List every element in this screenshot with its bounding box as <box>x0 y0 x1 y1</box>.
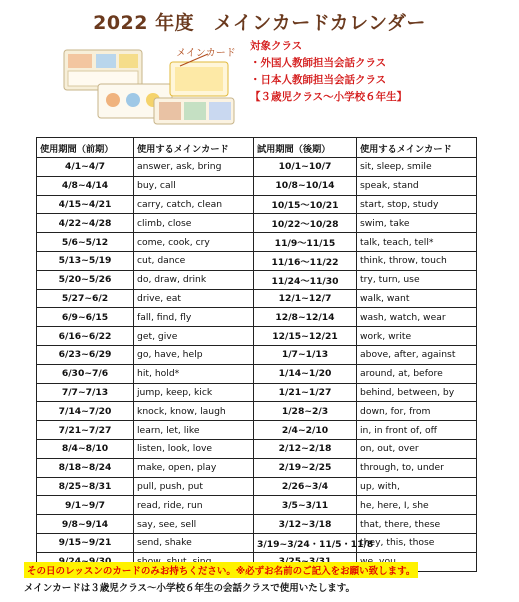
cards-second-cell: through, to, under <box>357 458 477 477</box>
cards-second-cell: they, this, those <box>357 533 477 552</box>
cards-first-cell: cut, dance <box>134 251 254 270</box>
cards-first-cell: get, give <box>134 327 254 346</box>
table-row <box>37 439 477 458</box>
period-first-cell: 4/22~4/28 <box>37 214 134 233</box>
cards-first-cell: read, ride, run <box>134 496 254 515</box>
period-first-cell: 7/21~7/27 <box>37 421 134 440</box>
header-cards-second: 使用するメインカード <box>357 138 477 158</box>
cards-first-cell: pull, push, put <box>134 477 254 496</box>
period-first-cell: 7/14~7/20 <box>37 402 134 421</box>
period-second-cell: 11/9～11/15 <box>254 233 357 252</box>
period-first-cell: 9/1~9/7 <box>37 496 134 515</box>
cards-first-cell: send, shake <box>134 533 254 552</box>
table-row <box>37 477 477 496</box>
table-row <box>37 496 477 515</box>
cards-second-cell: that, there, these <box>357 515 477 534</box>
cards-second-cell: start, stop, study <box>357 195 477 214</box>
table-row <box>37 402 477 421</box>
target-line: ・日本人教師担当会話クラス <box>250 74 387 86</box>
table-row <box>37 233 477 252</box>
period-second-cell: 1/28~2/3 <box>254 402 357 421</box>
period-second-cell: 10/15～10/21 <box>254 195 357 214</box>
cards-second-cell: above, after, against <box>357 345 477 364</box>
table-row <box>37 364 477 383</box>
table-row <box>37 251 477 270</box>
cards-first-cell: buy, call <box>134 176 254 195</box>
page-title: 2022 年度 メインカードカレンダー <box>93 12 426 34</box>
period-first-cell: 6/9~6/15 <box>37 308 134 327</box>
cards-first-cell: learn, let, like <box>134 421 254 440</box>
period-first-cell: 5/20~5/26 <box>37 270 134 289</box>
header-period-second: 試用期間（後期） <box>254 138 357 158</box>
main-card-label: メインカード <box>176 48 236 59</box>
cards-second-cell: talk, teach, tell* <box>357 233 477 252</box>
cards-second-cell: think, throw, touch <box>357 251 477 270</box>
period-second-cell: 11/16～11/22 <box>254 251 357 270</box>
period-first-cell: 4/15~4/21 <box>37 195 134 214</box>
cards-second-cell: around, at, before <box>357 364 477 383</box>
table-row <box>37 533 477 552</box>
period-first-cell: 9/8~9/14 <box>37 515 134 534</box>
cards-first-cell: carry, catch, clean <box>134 195 254 214</box>
table-row <box>37 327 477 346</box>
period-first-cell: 8/4~8/10 <box>37 439 134 458</box>
cards-second-cell: in, in front of, off <box>357 421 477 440</box>
table-header-row <box>37 138 477 158</box>
period-first-cell: 4/1~4/7 <box>37 158 134 177</box>
table-row <box>37 383 477 402</box>
table-row <box>37 289 477 308</box>
period-second-cell: 3/19~3/24・11/5・11/8 <box>254 533 357 552</box>
cards-first-cell: listen, look, love <box>134 439 254 458</box>
cards-first-cell: climb, close <box>134 214 254 233</box>
table-row <box>37 270 477 289</box>
period-first-cell: 5/27~6/2 <box>37 289 134 308</box>
header-period-first: 使用期間（前期） <box>37 138 134 158</box>
cards-second-cell: down, for, from <box>357 402 477 421</box>
period-second-cell: 11/24～11/30 <box>254 270 357 289</box>
calendar-table <box>36 137 477 572</box>
cards-first-cell: knock, know, laugh <box>134 402 254 421</box>
cards-first-cell: drive, eat <box>134 289 254 308</box>
cards-first-cell: jump, keep, kick <box>134 383 254 402</box>
period-second-cell: 1/7~1/13 <box>254 345 357 364</box>
table-row <box>37 458 477 477</box>
target-heading: 対象クラス <box>250 40 303 52</box>
cards-second-cell: work, write <box>357 327 477 346</box>
period-first-cell: 8/25~8/31 <box>37 477 134 496</box>
cards-second-cell: swim, take <box>357 214 477 233</box>
period-first-cell: 5/6~5/12 <box>37 233 134 252</box>
period-second-cell: 2/19~2/25 <box>254 458 357 477</box>
cards-first-cell: hit, hold* <box>134 364 254 383</box>
period-first-cell: 4/8~4/14 <box>37 176 134 195</box>
period-first-cell: 6/23~6/29 <box>37 345 134 364</box>
period-first-cell: 8/18~8/24 <box>37 458 134 477</box>
period-second-cell: 2/12~2/18 <box>254 439 357 458</box>
cards-second-cell: sit, sleep, smile <box>357 158 477 177</box>
period-second-cell: 10/22～10/28 <box>254 214 357 233</box>
period-second-cell: 1/14~1/20 <box>254 364 357 383</box>
period-second-cell: 3/5~3/11 <box>254 496 357 515</box>
cards-first-cell: say, see, sell <box>134 515 254 534</box>
period-first-cell: 6/16~6/22 <box>37 327 134 346</box>
table-row <box>37 515 477 534</box>
period-second-cell: 12/15~12/21 <box>254 327 357 346</box>
cards-first-cell: go, have, help <box>134 345 254 364</box>
table-row <box>37 214 477 233</box>
table-row <box>37 345 477 364</box>
cards-second-cell: on, out, over <box>357 439 477 458</box>
cards-second-cell: walk, want <box>357 289 477 308</box>
period-second-cell: 10/1~10/7 <box>254 158 357 177</box>
period-second-cell: 12/8~12/14 <box>254 308 357 327</box>
notice-usage: メインカードは３歳児クラス～小学校６年生の会話クラスで使用いたします。 <box>24 583 355 594</box>
cards-second-cell: up, with, <box>357 477 477 496</box>
table-row <box>37 421 477 440</box>
period-second-cell: 3/12~3/18 <box>254 515 357 534</box>
header-cards-first: 使用するメインカード <box>134 138 254 158</box>
table-row <box>37 308 477 327</box>
period-second-cell: 10/8~10/14 <box>254 176 357 195</box>
period-second-cell: 12/1~12/7 <box>254 289 357 308</box>
period-first-cell: 9/15~9/21 <box>37 533 134 552</box>
cards-first-cell: make, open, play <box>134 458 254 477</box>
period-first-cell: 6/30~7/6 <box>37 364 134 383</box>
cards-second-cell: behind, between, by <box>357 383 477 402</box>
period-first-cell: 7/7~7/13 <box>37 383 134 402</box>
cards-second-cell: he, here, I, she <box>357 496 477 515</box>
cards-second-cell: wash, watch, wear <box>357 308 477 327</box>
cards-second-cell: try, turn, use <box>357 270 477 289</box>
target-line: 【３歳児クラス～小学校６年生】 <box>250 91 408 103</box>
cards-first-cell: come, cook, cry <box>134 233 254 252</box>
table-body <box>37 158 477 572</box>
table-row <box>37 195 477 214</box>
cards-first-cell: do, draw, drink <box>134 270 254 289</box>
period-first-cell: 5/13~5/19 <box>37 251 134 270</box>
table-row <box>37 158 477 177</box>
period-second-cell: 2/4~2/10 <box>254 421 357 440</box>
period-second-cell: 2/26~3/4 <box>254 477 357 496</box>
period-second-cell: 1/21~1/27 <box>254 383 357 402</box>
cards-second-cell: speak, stand <box>357 176 477 195</box>
notice-bring-cards: その日のレッスンのカードのみお持ちください。※必ずお名前のご記入をお願い致します。 <box>24 562 418 578</box>
cards-first-cell: answer, ask, bring <box>134 158 254 177</box>
table-row <box>37 176 477 195</box>
cards-first-cell: fall, find, fly <box>134 308 254 327</box>
target-line: ・外国人教師担当会話クラス <box>250 57 387 69</box>
target-classes <box>250 38 420 106</box>
